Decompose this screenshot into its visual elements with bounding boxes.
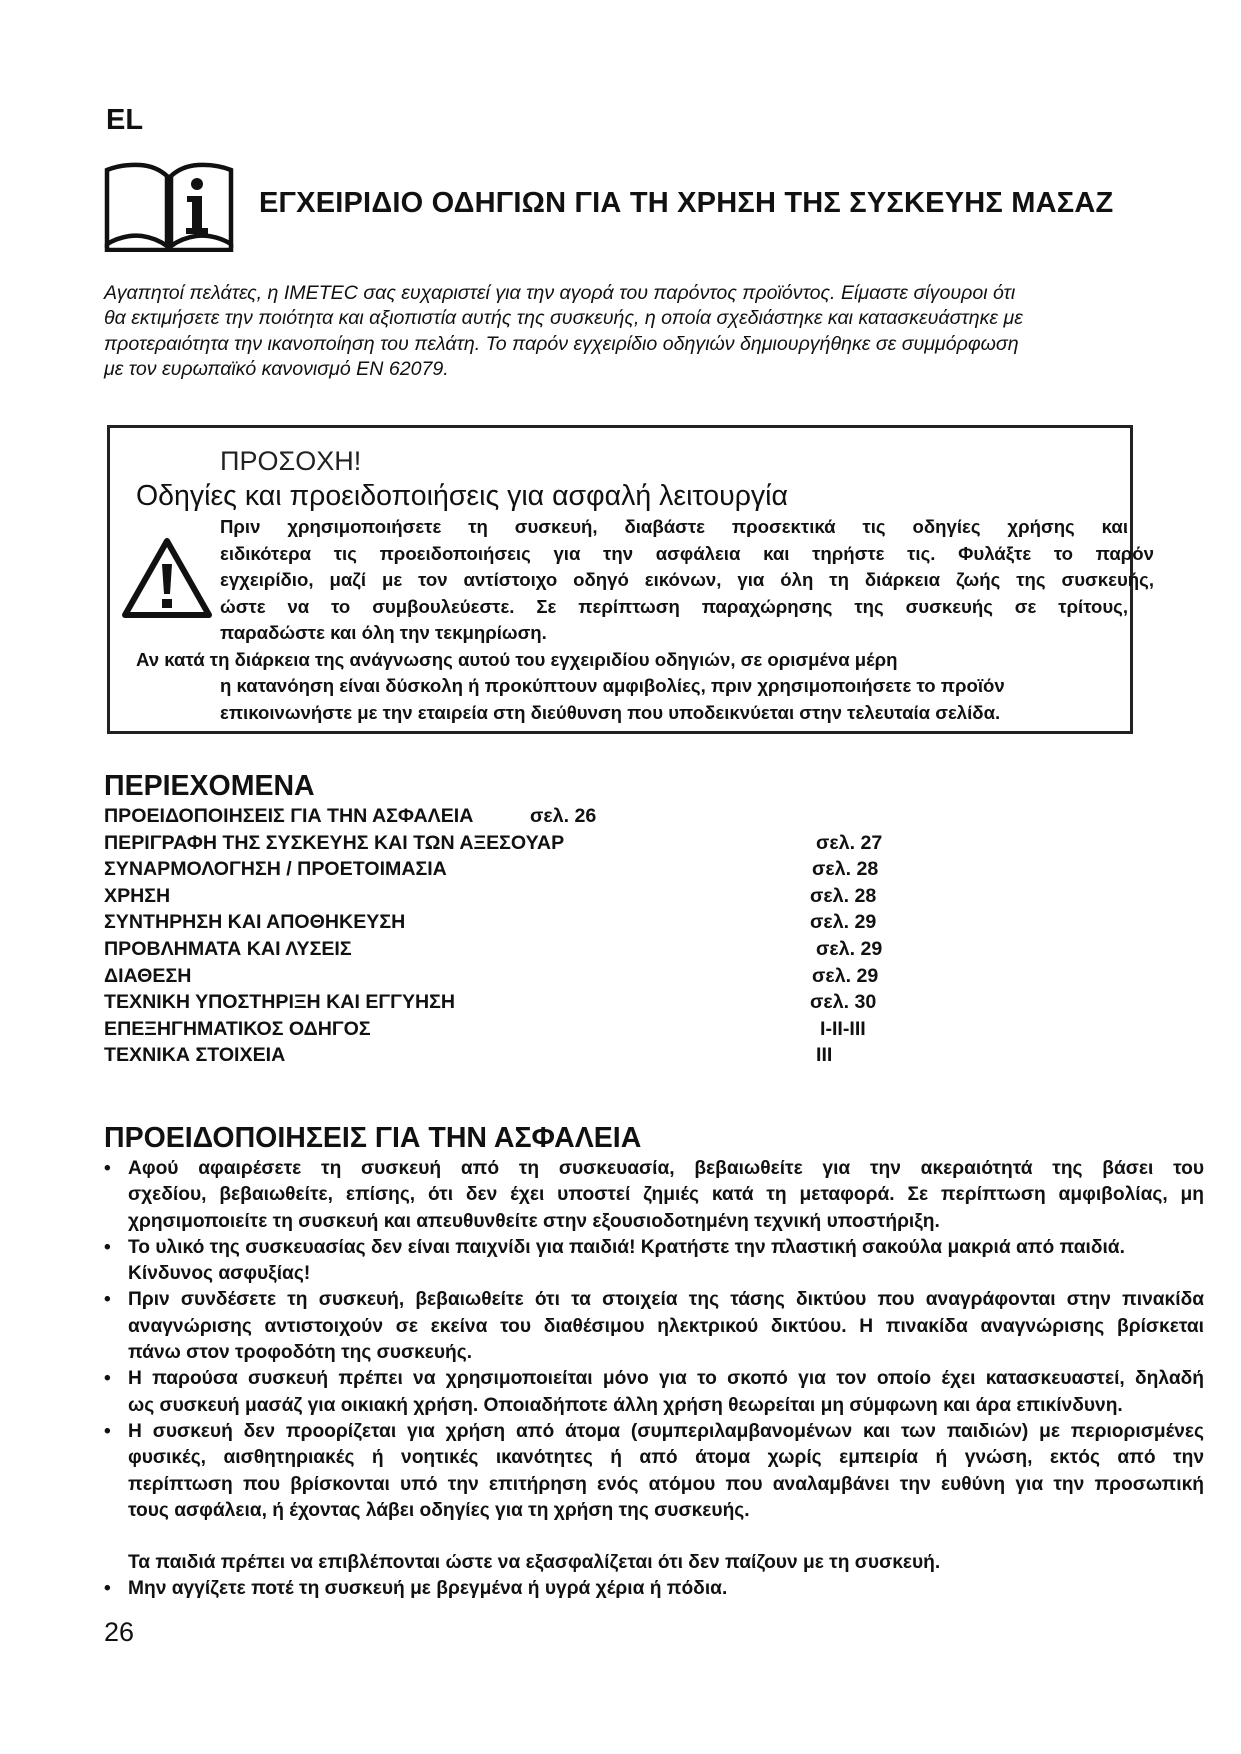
toc-entry-title: ΣΥΝΑΡΜΟΛΟΓΗΣΗ / ΠΡΟΕΤΟΙΜΑΣΙΑ bbox=[104, 858, 447, 881]
safety-item bbox=[104, 1419, 1204, 1524]
safety-line: Κίνδυνος ασφυξίας! bbox=[128, 1263, 311, 1285]
safety-warning-box bbox=[107, 425, 1154, 734]
toc-entry-title: ΠΡΟΕΙΔΟΠΟΙΗΣΕΙΣ ΓΙΑ ΤΗΝ ΑΣΦΑΛΕΙΑ bbox=[104, 805, 474, 827]
safety-line: Η συσκευή δεν προορίζεται για χρήση από άτομα (συμπεριλαμβανομένων και των παιδιών) με περιορισμένες bbox=[128, 1420, 1204, 1442]
warning-line: ειδικότερα τις προειδοποιήσεις για την ασφάλεια και τηρήστε τις. Φυλάξτε το παρόν bbox=[220, 542, 1154, 564]
warning-line: η κατανόηση είναι δύσκολη ή προκύπτουν αμφιβολίες, πριν χρησιμοποιήσετε το προϊόν bbox=[220, 675, 1005, 696]
warning-text bbox=[136, 514, 1154, 726]
safety-list bbox=[104, 1156, 1204, 1603]
toc-entry-page: σελ. 29 bbox=[810, 911, 877, 934]
toc-entry-page: σελ. 28 bbox=[810, 884, 877, 907]
warning-line: επικοινωνήστε με την εταιρεία στη διεύθυνση που υποδεικνύεται στην τελευταία σελίδα. bbox=[220, 701, 1001, 723]
safety-item bbox=[104, 1156, 1204, 1235]
safety-line: αναγνώρισης αντιστοιχούν σε εκείνα του διαθέσιμου ηλεκτρικού δικτύου. Η πινακίδα αναγνώρισης βρίσκεται bbox=[128, 1315, 1204, 1337]
document-title: ΕΓΧΕΙΡΙΔΙΟ ΟΔΗΓΙΩΝ ΓΙΑ ΤΗ ΧΡΗΣΗ ΤΗΣ ΣΥΣΚΕΥΗΣ ΜΑΣΑΖ bbox=[259, 187, 1114, 219]
toc-entry bbox=[104, 858, 1004, 885]
toc-entry bbox=[104, 991, 1004, 1018]
warning-line: Αν κατά τη διάρκεια της ανάγνωσης αυτού του εγχειριδίου οδηγιών, σε ορισμένα μέρη bbox=[136, 648, 898, 670]
children-supervision-note: Τα παιδιά πρέπει να επιβλέπονται ώστε να εξασφαλίζεται ότι δεν παίζουν με τη συσκευή. bbox=[128, 1552, 941, 1574]
toc-entry-title: ΔΙΑΘΕΣΗ bbox=[104, 964, 192, 987]
safety-line: Η παρούσα συσκευή πρέπει να χρησιμοποιείται μόνο για το σκοπό για τον οποίο έχει κατασκευαστεί, δηλαδή bbox=[128, 1368, 1204, 1390]
toc-entry-title: ΤΕΧΝΙΚΗ ΥΠΟΣΤΗΡΙΞΗ ΚΑΙ ΕΓΓΥΗΣΗ bbox=[104, 991, 456, 1014]
warning-subtitle: Οδηγίες και προειδοποιήσεις για ασφαλή λειτουργία bbox=[136, 480, 788, 512]
toc-entry bbox=[104, 911, 1004, 938]
safety-line: Μην αγγίζετε ποτέ τη συσκευή με βρεγμένα ή υγρά χέρια ή πόδια. bbox=[128, 1578, 728, 1600]
language-code: EL bbox=[106, 104, 144, 136]
bullet-icon: • bbox=[104, 1289, 111, 1311]
toc-entry-page: III bbox=[816, 1044, 833, 1067]
toc-entry-page: σελ. 26 bbox=[530, 805, 597, 827]
toc-entry bbox=[104, 1044, 1004, 1071]
intro-line: Αγαπητοί πελάτες, η IMETEC σας ευχαριστεί για την αγορά του παρόντος προϊόντος. Είμαστε σίγουροι ότι bbox=[104, 282, 1016, 304]
toc-entry-title: ΤΕΧΝΙΚΑ ΣΤΟΙΧΕΙΑ bbox=[104, 1044, 286, 1067]
toc-entry bbox=[104, 965, 1004, 992]
warning-title: ΠΡΟΣΟΧΗ! bbox=[220, 446, 362, 476]
toc-entry-title: ΠΕΡΙΓΡΑΦΗ ΤΗΣ ΣΥΣΚΕΥΗΣ ΚΑΙ ΤΩΝ ΑΞΕΣΟΥΑΡ bbox=[104, 831, 565, 854]
safety-item bbox=[104, 1235, 1204, 1288]
safety-line: Πριν συνδέσετε τη συσκευή, βεβαιωθείτε ότι τα στοιχεία της τάσης δικτύου που αναγράφονται στην πινακίδα bbox=[128, 1289, 1204, 1311]
intro-line: θα εκτιμήσετε την ποιότητα και αξιοπιστία αυτής της συσκευής, η οποία σχεδιάστηκε και κατασκευάστηκε με bbox=[104, 307, 1023, 330]
safety-line: σχεδίου, βεβαιωθείτε, επίσης, ότι δεν έχει υποστεί ζημιές κατά τη μεταφορά. Σε περίπτωση αμφιβολίας, μη bbox=[128, 1184, 1204, 1206]
toc-entry bbox=[104, 1018, 1004, 1045]
toc-entry-page: σελ. 30 bbox=[810, 991, 877, 1014]
toc-entry-page: σελ. 27 bbox=[816, 831, 883, 854]
toc-entry bbox=[104, 885, 1004, 912]
warning-line: ώστε να το συμβουλεύεστε. Σε περίπτωση παραχώρησης της συσκευής σε τρίτους, bbox=[220, 595, 1128, 617]
toc-entry-title: ΣΥΝΤΗΡΗΣΗ ΚΑΙ ΑΠΟΘΗΚΕΥΣΗ bbox=[104, 911, 406, 934]
toc-entry-title: ΧΡΗΣΗ bbox=[104, 884, 171, 907]
toc-entry bbox=[104, 832, 1004, 859]
safety-line: τους ασφάλεια, ή έχοντας λάβει οδηγίες για τη χρήση της συσκευής. bbox=[128, 1499, 750, 1521]
warning-line: παραδώστε και όλη την τεκμηρίωση. bbox=[220, 622, 547, 643]
toc-heading: ΠΕΡΙΕΧΟΜΕΝΑ bbox=[104, 770, 315, 802]
safety-line: Αφού αφαιρέσετε τη συσκευή από τη συσκευασία, βεβαιωθείτε για την ακεραιότητά της βάσει του bbox=[128, 1158, 1204, 1179]
safety-line: πάνω στον τροφοδότη της συσκευής. bbox=[128, 1342, 473, 1364]
toc-entry-title: ΠΡΟΒΛΗΜΑΤΑ ΚΑΙ ΛΥΣΕΙΣ bbox=[104, 937, 352, 960]
intro-line: με τον ευρωπαϊκό κανονισμό EN 62079. bbox=[104, 357, 449, 380]
toc-entry bbox=[104, 805, 1004, 832]
safety-line: φυσικές, αισθητηριακές ή νοητικές ικανότητες ή από άτομα χωρίς εμπειρία ή γνώση, εκτός από την bbox=[128, 1447, 1204, 1469]
bullet-icon: • bbox=[104, 1236, 111, 1258]
safety-line: ως συσκευή μασάζ για οικιακή χρήση. Οποιαδήποτε άλλη χρήση θεωρείται μη σύμφωνη και άρα επικίνδυνη. bbox=[128, 1394, 1123, 1416]
toc-entry-page: I-II-III bbox=[820, 1017, 866, 1040]
safety-item bbox=[104, 1287, 1204, 1366]
toc-entry-page: σελ. 28 bbox=[812, 858, 879, 881]
toc-entry-title: ΕΠΕΞΗΓΗΜΑΤΙΚΟΣ ΟΔΗΓΟΣ bbox=[104, 1017, 371, 1040]
page-number: 26 bbox=[104, 1617, 135, 1647]
bullet-icon: • bbox=[104, 1368, 111, 1390]
safety-line: Το υλικό της συσκευασίας δεν είναι παιχνίδι για παιδιά! Κρατήστε την πλαστική σακούλα μακριά από παιδιά. bbox=[128, 1236, 1125, 1258]
safety-line: περίπτωση που βρίσκονται υπό την επιτήρηση ενός ατόμου που αναλαμβάνει την ευθύνη για την προσωπική bbox=[128, 1473, 1204, 1495]
toc-entry-page: σελ. 29 bbox=[812, 964, 879, 987]
safety-item bbox=[104, 1366, 1204, 1419]
intro-paragraph bbox=[104, 281, 1174, 382]
bullet-icon: • bbox=[104, 1420, 111, 1442]
safety-heading: ΠΡΟΕΙΔΟΠΟΙΗΣΕΙΣ ΓΙΑ ΤΗΝ ΑΣΦΑΛΕΙΑ bbox=[104, 1122, 642, 1154]
safety-item bbox=[104, 1576, 1204, 1602]
toc-entry bbox=[104, 938, 1004, 965]
safety-line: χρησιμοποιείτε τη συσκευή και απευθυνθείτε στην εξουσιοδοτημένη τεχνική υποστήριξη. bbox=[128, 1210, 940, 1232]
warning-line: εγχειρίδιο, μαζί με τον αντίστοιχο οδηγό εικόνων, για όλη τη διάρκεια ζωής της συσκευής, bbox=[220, 569, 1154, 590]
toc-entry-page: σελ. 29 bbox=[816, 937, 883, 960]
intro-line: προτεραιότητα την ικανοποίηση του πελάτη. Το παρόν εγχειρίδιο οδηγιών δημιουργήθηκε σε συμμόρφωση bbox=[104, 332, 1019, 355]
bullet-icon: • bbox=[104, 1578, 111, 1600]
bullet-icon: • bbox=[104, 1158, 111, 1179]
warning-triangle-icon bbox=[120, 536, 214, 620]
warning-line: Πριν χρησιμοποιήσετε τη συσκευή, διαβάστε προσεκτικά τις οδηγίες χρήσης και bbox=[220, 516, 1128, 537]
manual-info-icon bbox=[104, 160, 234, 252]
table-of-contents bbox=[104, 805, 1004, 1071]
